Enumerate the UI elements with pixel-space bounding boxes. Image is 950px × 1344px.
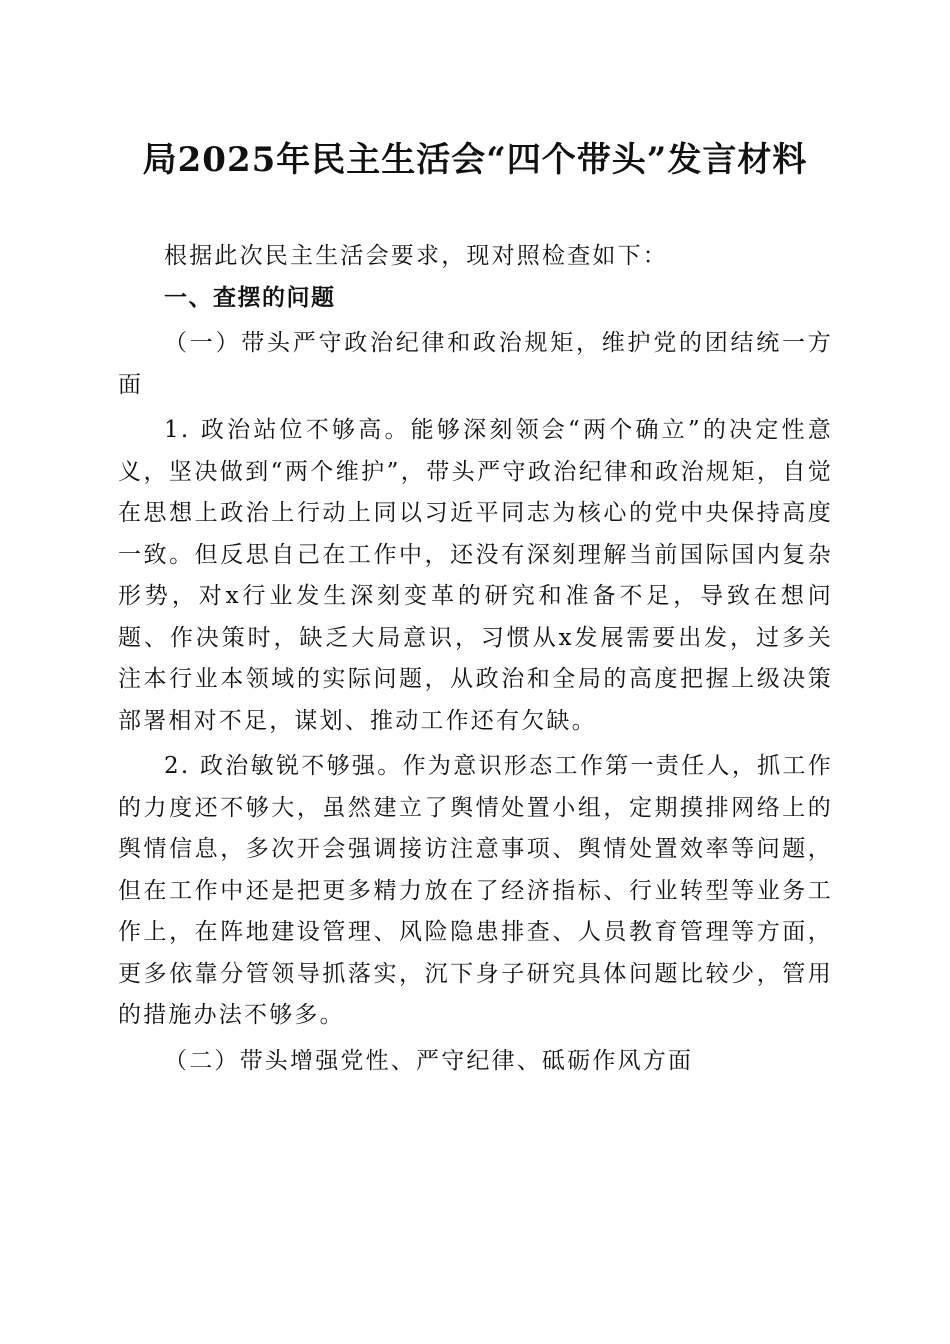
section-heading-1: 一、查摆的问题 [164, 284, 336, 311]
document-body [118, 236, 833, 1082]
subsection-heading-2: （二）带头增强党性、严守纪律、砥砺作风方面 [164, 1047, 694, 1074]
intro-paragraph: 根据此次民主生活会要求，现对照检查如下： [164, 243, 668, 269]
item-paragraph-2: 2. 政治敏锐不够强。作为意识形态工作第一责任人，抓工作的力度还不够大，虽然建立了舆情处置小组，定期摸排网络上的舆情信息，多次开会强调接访注意事项、舆情处置效率等问题，但在工作中还是把更多精力放在了经济指标、行业转型等业务工作上，在阵地建设管理、风险隐患排查、人员教育管理等方面，更多依靠分管领导抓落实，沉下身子研究具体问题比较少，管用的措施办法不够多。 [118, 753, 833, 1028]
document-title: 局2025年民主生活会“四个带头”发言材料 [142, 140, 808, 180]
subsection-heading-1: （一）带头严守政治纪律和政治规矩，维护党的团结统一方面 [118, 330, 833, 398]
item-paragraph-1: 1. 政治站位不够高。能够深刻领会“两个确立”的决定性意义，坚决做到“两个维护”，带头严守政治纪律和政治规矩，自觉在思想上政治上行动上同以习近平同志为核心的党中央保持高度一致。但反思自己在工作中，还没有深刻理解当前国际国内复杂形势，对x行业发生深刻变革的研究和准备不足，导致在想问题、作决策时，缺乏大局意识，习惯从x发展需要出发，过多关注本行业本领域的实际问题，从政治和全局的高度把握上级决策部署相对不足，谋划、推动工作还有欠缺。 [118, 417, 833, 734]
